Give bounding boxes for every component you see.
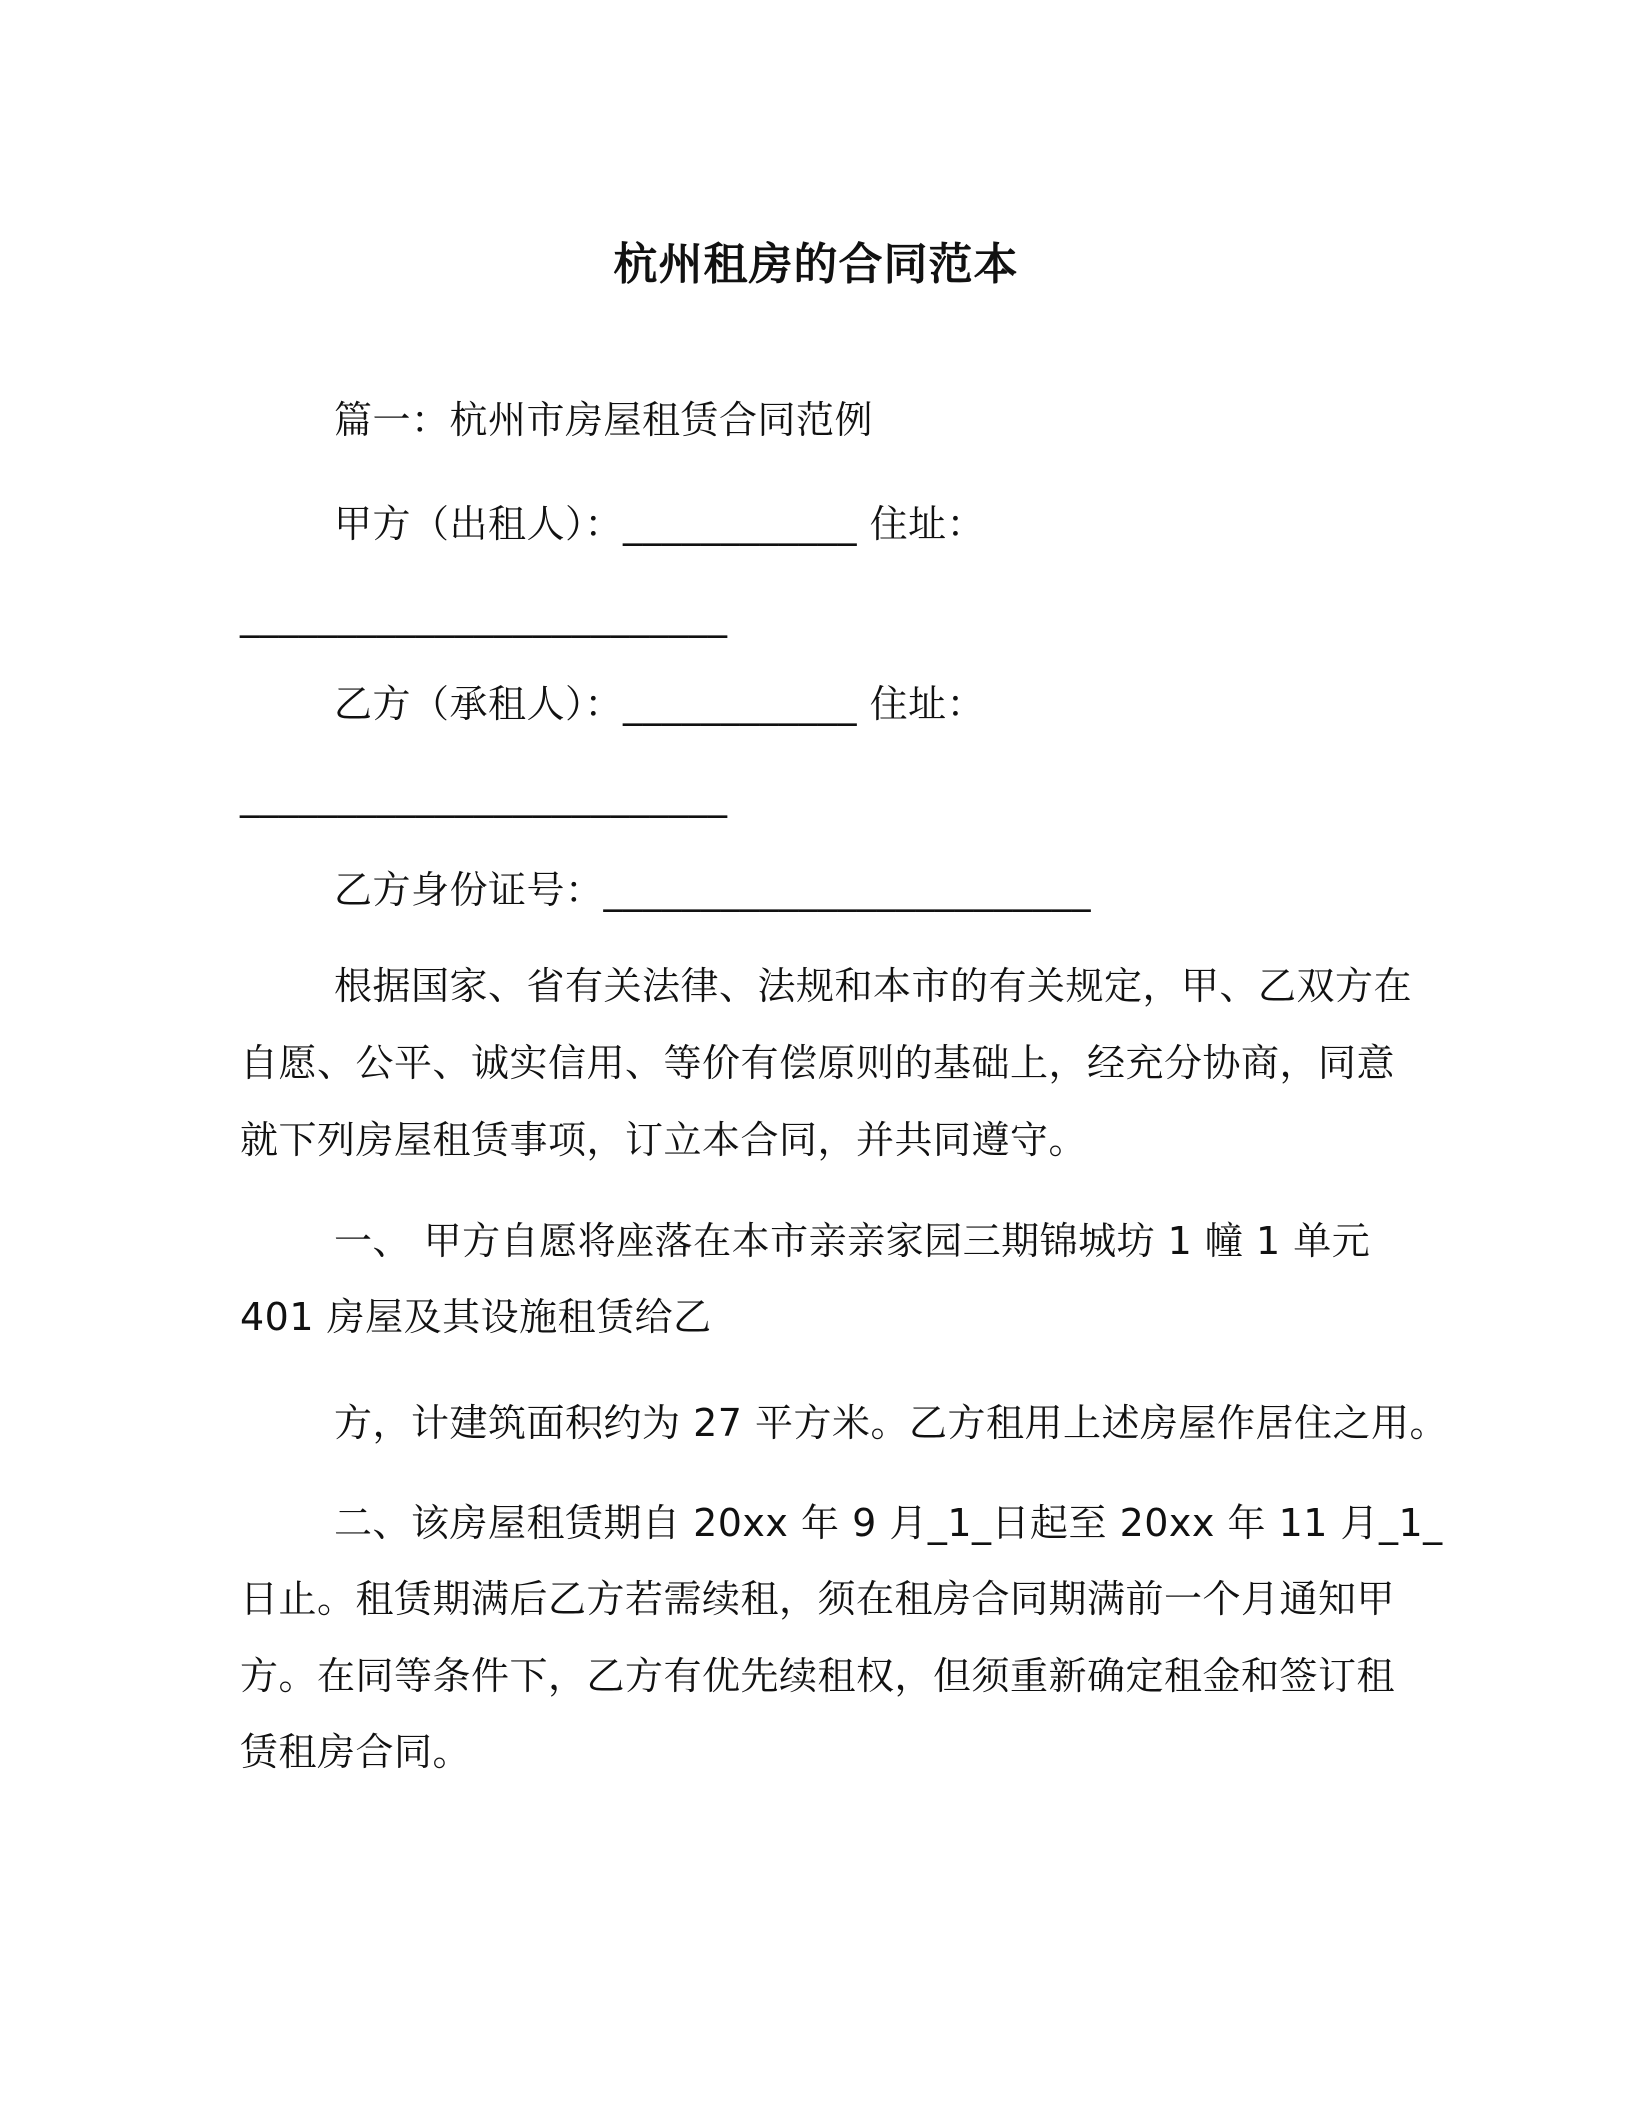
party-b-line: 乙方（承租人）：____________ 住址： bbox=[334, 682, 986, 726]
preamble-line-3: 就下列房屋租赁事项，订立本合同，并共同遵守。 bbox=[240, 1118, 1088, 1162]
clause-2-line-3: 方。在同等条件下，乙方有优先续租权，但须重新确定租金和签订租 bbox=[240, 1654, 1396, 1698]
clause-1-line-3: 方，计建筑面积约为 27 平方米。乙方租用上述房屋作居住之用。 bbox=[334, 1401, 1449, 1445]
preamble-line-2: 自愿、公平、诚实信用、等价有偿原则的基础上，经充分协商，同意 bbox=[240, 1041, 1396, 1085]
party-a-line: 甲方（出租人）：____________ 住址： bbox=[334, 502, 986, 546]
clause-1-line-2: 401 房屋及其设施租赁给乙 bbox=[240, 1295, 712, 1339]
section-heading: 篇一：杭州市房屋租赁合同范例 bbox=[334, 398, 874, 442]
clause-1-line-1: 一、 甲方自愿将座落在本市亲亲家园三期锦城坊 1 幢 1 单元 bbox=[334, 1219, 1371, 1263]
clause-2-line-2: 日止。租赁期满后乙方若需续租，须在租房合同期满前一个月通知甲 bbox=[240, 1577, 1396, 1621]
clause-2-line-4: 赁租房合同。 bbox=[240, 1730, 472, 1774]
party-a-address-blank: _________________________ bbox=[240, 594, 728, 638]
party-b-id-line: 乙方身份证号：_________________________ bbox=[334, 868, 1092, 912]
party-b-address-blank: _________________________ bbox=[240, 774, 728, 818]
document-title: 杭州租房的合同范本 bbox=[613, 239, 1019, 290]
clause-2-line-1: 二、该房屋租赁期自 20xx 年 9 月_1_日起至 20xx 年 11 月_1_ bbox=[334, 1501, 1443, 1545]
preamble-line-1: 根据国家、省有关法律、法规和本市的有关规定，甲、乙双方在 bbox=[334, 964, 1413, 1008]
